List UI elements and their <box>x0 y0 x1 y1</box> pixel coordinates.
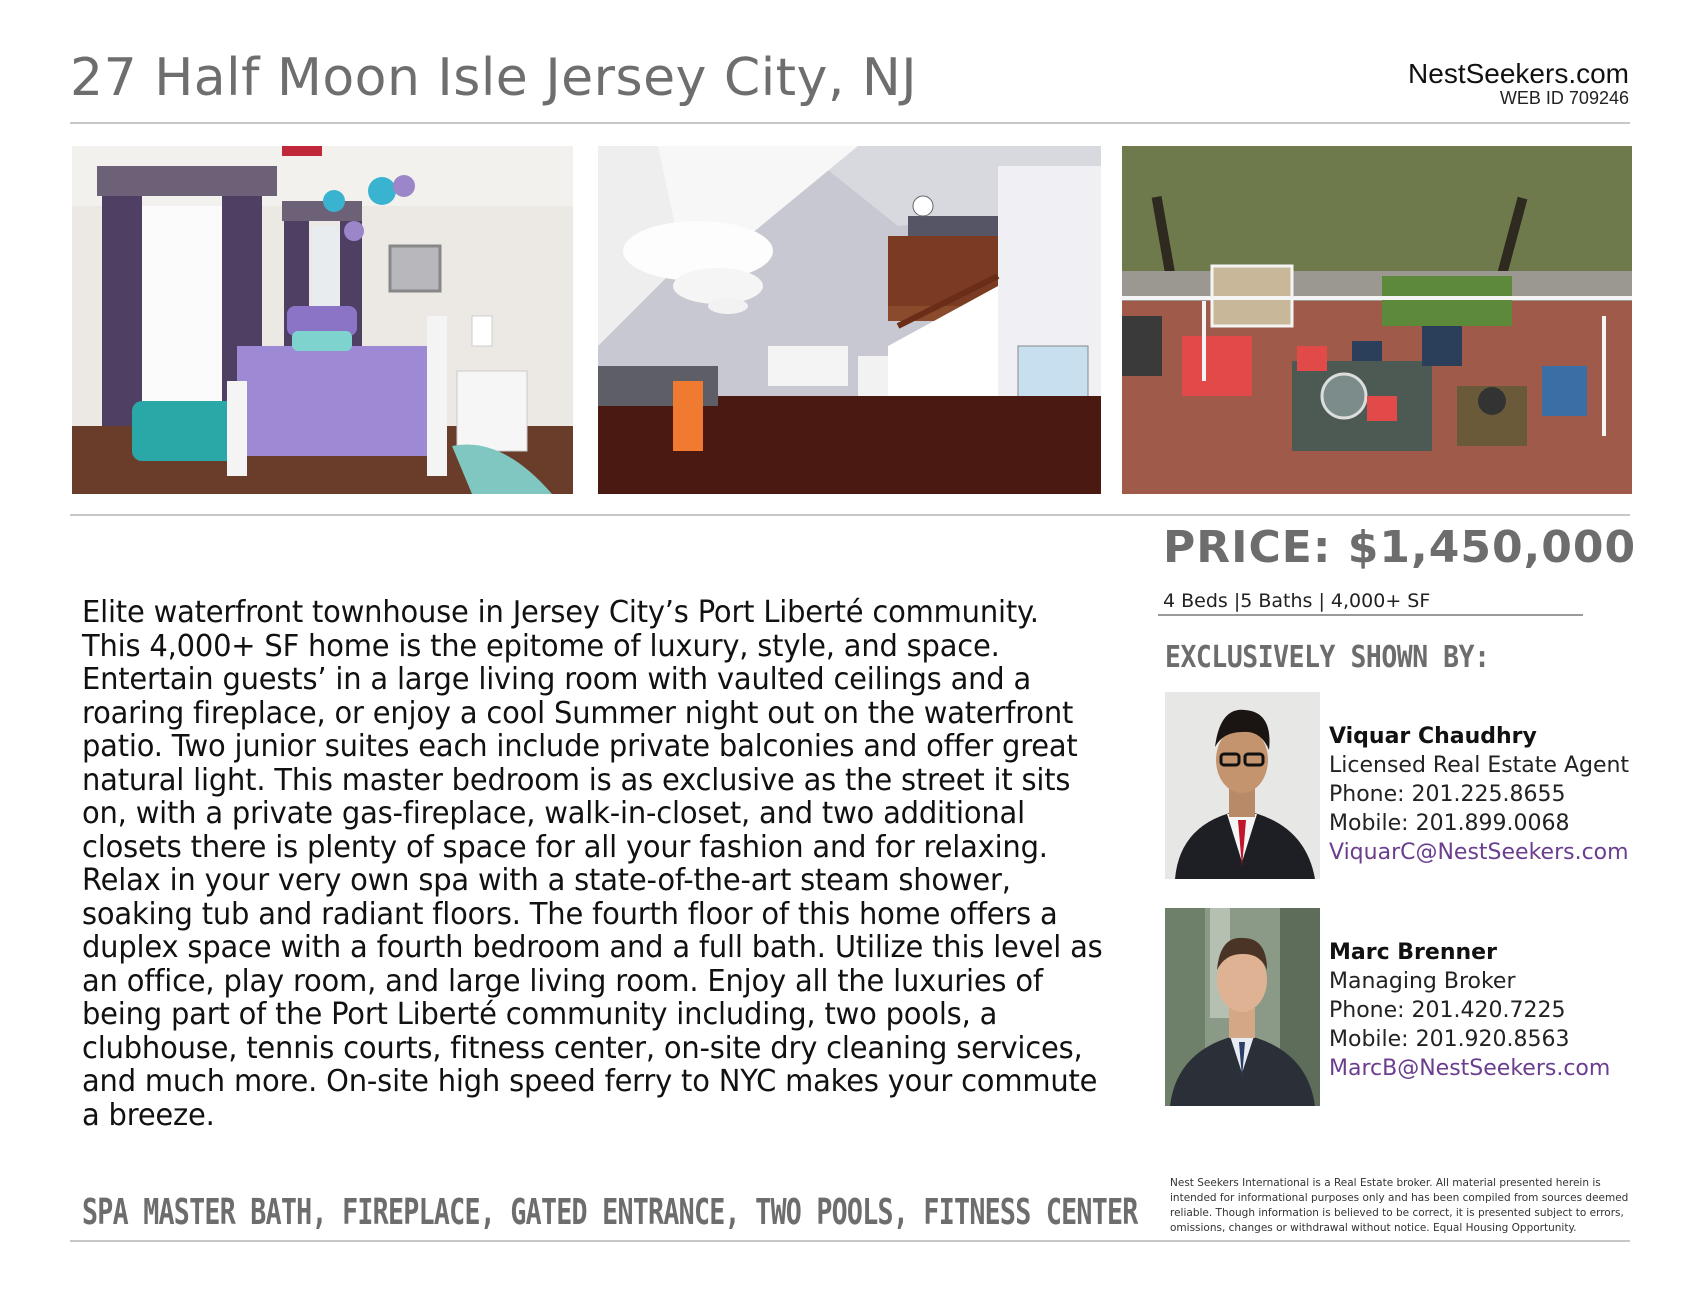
brand-name[interactable]: NestSeekers.com <box>1408 58 1629 89</box>
listing-description: Elite waterfront townhouse in Jersey City’s Port Liberté community. This 4,000+ SF home is the epitome of luxury, style, and space. Entertain guests’ in a large living room with vaulted ceilings and a roaring fireplace, or enjoy a cool Summer night out on the waterfront patio. Two junior suites each include private balconies and offer great natural light. This master bedroom is as exclusive as the street it sits on, with a private gas-fireplace, walk-in-closet, and two additional closets there is plenty of space for all your fashion and for relaxing. Relax in your very own spa with a state-of-the-art steam shower, soaking tub and radiant floors. The fourth floor of this home offers a duplex space with a fourth bedroom and a full bath. Utilize this level as an office, play room, and large living room. Enjoy all the luxuries of being part of the Port Liberté community including, two pools, a clubhouse, tennis courts, fitness center, on-site dry cleaning services, and much more. On-site high speed ferry to NYC makes your commute a breeze. <box>82 595 1103 1133</box>
listing-specs: 4 Beds |5 Baths | 4,000+ SF <box>1163 590 1431 612</box>
agent-phone[interactable]: Phone: 201.225.8655 <box>1329 782 1566 807</box>
page-title: 27 Half Moon Isle Jersey City, NJ <box>70 48 918 108</box>
listing-price: PRICE: $1,450,000 <box>1163 522 1637 573</box>
brand-block <box>1408 58 1629 109</box>
agent-mobile[interactable]: Mobile: 201.899.0068 <box>1329 811 1570 836</box>
shown-by-heading: EXCLUSIVELY SHOWN BY: <box>1165 640 1490 675</box>
agent-mobile[interactable]: Mobile: 201.920.8563 <box>1329 1027 1570 1052</box>
agent-info <box>1329 938 1610 1083</box>
patio-photo <box>1122 146 1632 494</box>
features-list: SPA MASTER BATH, FIREPLACE, GATED ENTRANCE, TWO POOLS, FITNESS CENTER <box>82 1192 1138 1233</box>
web-id: WEB ID 709246 <box>1499 88 1629 108</box>
agent-name: Viquar Chaudhry <box>1329 724 1537 749</box>
legal-disclaimer: Nest Seekers International is a Real Estate broker. All material presented herein is intended for informational purposes only and has been compiled from sources deemed reliable. Though information is believed to be correct, it is presented subject to errors, omissions, changes or withdrawal without notice. Equal Housing Opportunity. <box>1170 1177 1629 1234</box>
agent-title: Licensed Real Estate Agent <box>1329 753 1630 778</box>
agent-name: Marc Brenner <box>1329 940 1497 965</box>
header-divider <box>70 122 1630 124</box>
agent-title: Managing Broker <box>1329 969 1516 994</box>
agent-email-link[interactable]: MarcB@NestSeekers.com <box>1329 1056 1611 1081</box>
agent-email-link[interactable]: ViquarC@NestSeekers.com <box>1329 840 1629 865</box>
agent-photo <box>1165 692 1320 879</box>
specs-divider <box>1158 614 1583 616</box>
agent-info <box>1329 722 1629 867</box>
loft-photo <box>598 146 1101 494</box>
agent-phone[interactable]: Phone: 201.420.7225 <box>1329 998 1566 1023</box>
photos-divider <box>70 514 1630 516</box>
footer-divider <box>70 1240 1630 1242</box>
agent-photo <box>1165 908 1320 1106</box>
bedroom-photo <box>72 146 573 494</box>
